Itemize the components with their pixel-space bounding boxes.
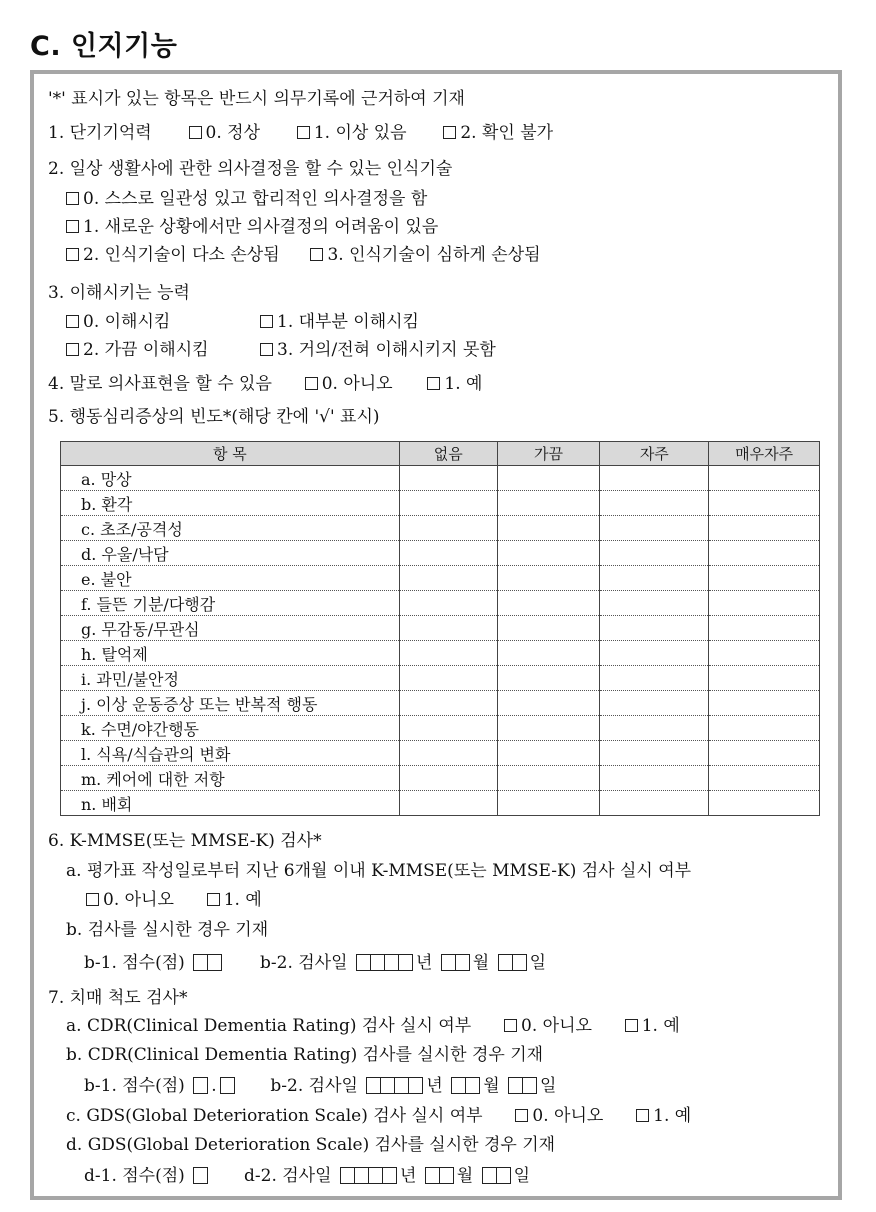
q7-a-label: a. CDR(Clinical Dementia Rating) 검사 실시 여부 bbox=[66, 1016, 472, 1036]
q7-cdr-day-label: 일 bbox=[540, 1076, 557, 1096]
frequency-cell-often[interactable] bbox=[600, 616, 709, 641]
q3-option-1-label: 1. 대부분 이해시킴 bbox=[277, 312, 419, 332]
behavior-item-label: h. 탈억제 bbox=[61, 641, 400, 666]
q7-d-label: d. GDS(Global Deterioration Scale) 검사를 실시한 경우 기재 bbox=[66, 1135, 556, 1155]
frequency-cell-often[interactable] bbox=[600, 716, 709, 741]
frequency-cell-very-often[interactable] bbox=[709, 741, 820, 766]
header-sometimes: 가끔 bbox=[497, 442, 600, 466]
frequency-cell-sometimes[interactable] bbox=[497, 566, 600, 591]
q2-option-2-3 bbox=[66, 243, 541, 267]
table-row bbox=[61, 491, 820, 516]
frequency-cell-sometimes[interactable] bbox=[497, 616, 600, 641]
frequency-cell-sometimes[interactable] bbox=[497, 541, 600, 566]
q7-d2-label: d-2. 검사일 bbox=[244, 1166, 332, 1186]
q7-gds-year-label: 년 bbox=[399, 1166, 417, 1186]
q6-score-input[interactable] bbox=[193, 954, 222, 971]
frequency-cell-none[interactable] bbox=[399, 491, 497, 516]
q7-cdr-score-dec-input[interactable] bbox=[220, 1077, 235, 1094]
frequency-cell-very-often[interactable] bbox=[709, 641, 820, 666]
behavior-item-label: d. 우울/낙담 bbox=[61, 541, 400, 566]
q4-label: 4. 말로 의사표현을 할 수 있음 bbox=[48, 374, 272, 394]
table-row bbox=[61, 541, 820, 566]
q2-option-0 bbox=[66, 187, 427, 211]
q2-label: 2. 일상 생활사에 관한 의사결정을 할 수 있는 인식기술 bbox=[48, 159, 453, 179]
table-row bbox=[61, 666, 820, 691]
frequency-cell-often[interactable] bbox=[600, 791, 709, 816]
frequency-cell-sometimes[interactable] bbox=[497, 491, 600, 516]
q7-cdr-month-input[interactable] bbox=[451, 1077, 480, 1094]
q6-day-label: 일 bbox=[529, 953, 547, 973]
q7-c-option-1-checkbox[interactable] bbox=[636, 1109, 649, 1122]
table-row bbox=[61, 791, 820, 816]
frequency-cell-none[interactable] bbox=[399, 541, 497, 566]
q7-gds-score-input[interactable] bbox=[193, 1167, 208, 1184]
q7-c-option-1-label: 1. 예 bbox=[653, 1106, 692, 1126]
q2-option-1-checkbox[interactable] bbox=[66, 220, 79, 233]
table-row bbox=[61, 466, 820, 491]
table-row bbox=[61, 516, 820, 541]
q2-option-0-label: 0. 스스로 일관성 있고 합리적인 의사결정을 함 bbox=[83, 189, 428, 209]
frequency-cell-sometimes[interactable] bbox=[497, 641, 600, 666]
q7-a-option-0-label: 0. 아니오 bbox=[521, 1016, 592, 1036]
q7-b-row bbox=[84, 1074, 556, 1098]
table-row bbox=[61, 741, 820, 766]
frequency-cell-sometimes[interactable] bbox=[497, 791, 600, 816]
q6-a-option-0-label: 0. 아니오 bbox=[103, 890, 174, 910]
frequency-cell-sometimes[interactable] bbox=[497, 466, 600, 491]
q1-row bbox=[48, 121, 553, 145]
frequency-cell-often[interactable] bbox=[600, 466, 709, 491]
frequency-cell-sometimes[interactable] bbox=[497, 741, 600, 766]
behavior-item-label: e. 불안 bbox=[61, 566, 400, 591]
frequency-cell-very-often[interactable] bbox=[709, 516, 820, 541]
q4-option-1-label: 1. 예 bbox=[444, 374, 483, 394]
frequency-cell-very-often[interactable] bbox=[709, 716, 820, 741]
q3-row-1b bbox=[260, 310, 419, 334]
q1-option-1-label: 1. 이상 있음 bbox=[313, 123, 407, 143]
q7-gds-month-input[interactable] bbox=[425, 1167, 454, 1184]
frequency-cell-very-often[interactable] bbox=[709, 466, 820, 491]
frequency-cell-none[interactable] bbox=[399, 716, 497, 741]
q4-option-0-label: 0. 아니오 bbox=[321, 374, 393, 394]
frequency-cell-often[interactable] bbox=[600, 591, 709, 616]
table-row bbox=[61, 716, 820, 741]
frequency-cell-often[interactable] bbox=[600, 741, 709, 766]
q6-a-option-1-checkbox[interactable] bbox=[207, 893, 220, 906]
q7-label: 7. 치매 척도 검사* bbox=[48, 988, 188, 1008]
q3-option-1-checkbox[interactable] bbox=[260, 315, 273, 328]
q7-cdr-score-int-input[interactable] bbox=[193, 1077, 208, 1094]
q6-b-label: b. 검사를 실시한 경우 기재 bbox=[66, 920, 269, 940]
q7-b1-label: b-1. 점수(점) bbox=[84, 1076, 185, 1096]
q7-cdr-month-label: 월 bbox=[483, 1076, 500, 1096]
behavior-item-label: m. 케어에 대한 저항 bbox=[61, 766, 400, 791]
frequency-cell-often[interactable] bbox=[600, 641, 709, 666]
q7-cdr-day-input[interactable] bbox=[508, 1077, 537, 1094]
q6-year-input[interactable] bbox=[356, 954, 413, 971]
q1-option-2-checkbox[interactable] bbox=[443, 126, 456, 139]
q3-option-2-checkbox[interactable] bbox=[66, 343, 79, 356]
frequency-cell-often[interactable] bbox=[600, 566, 709, 591]
frequency-cell-very-often[interactable] bbox=[709, 691, 820, 716]
q7-cdr-year-label: 년 bbox=[426, 1076, 443, 1096]
note-text: '*' 표시가 있는 항목은 반드시 의무기록에 근거하여 기재 bbox=[48, 89, 465, 109]
frequency-cell-sometimes[interactable] bbox=[497, 691, 600, 716]
frequency-cell-none[interactable] bbox=[399, 641, 497, 666]
q6-month-input[interactable] bbox=[441, 954, 470, 971]
frequency-cell-none[interactable] bbox=[399, 691, 497, 716]
table-row bbox=[61, 566, 820, 591]
behavior-item-label: i. 과민/불안정 bbox=[61, 666, 400, 691]
table-row bbox=[61, 616, 820, 641]
q2-option-2-checkbox[interactable] bbox=[66, 248, 79, 261]
table-row bbox=[61, 766, 820, 791]
q7-gds-year-input[interactable] bbox=[340, 1167, 397, 1184]
behavior-item-label: j. 이상 운동증상 또는 반복적 행동 bbox=[61, 691, 400, 716]
header-item: 항 목 bbox=[61, 442, 400, 466]
frequency-cell-none[interactable] bbox=[399, 666, 497, 691]
q6-a-label: a. 평가표 작성일로부터 지난 6개월 이내 K-MMSE(또는 MMSE-K) 검사 실시 여부 bbox=[66, 861, 692, 881]
frequency-cell-very-often[interactable] bbox=[709, 791, 820, 816]
q1-option-1-checkbox[interactable] bbox=[297, 126, 310, 139]
behavior-item-label: b. 환각 bbox=[61, 491, 400, 516]
table-row bbox=[61, 691, 820, 716]
q4-option-0-checkbox[interactable] bbox=[305, 377, 318, 390]
frequency-cell-none[interactable] bbox=[399, 516, 497, 541]
frequency-cell-very-often[interactable] bbox=[709, 491, 820, 516]
frequency-cell-none[interactable] bbox=[399, 766, 497, 791]
behavior-item-label: n. 배회 bbox=[61, 791, 400, 816]
q4-row bbox=[48, 372, 482, 396]
q7-a-row bbox=[66, 1014, 680, 1038]
q3-option-0-label: 0. 이해시킴 bbox=[83, 312, 171, 332]
q7-c-option-0-checkbox[interactable] bbox=[515, 1109, 528, 1122]
frequency-cell-none[interactable] bbox=[399, 741, 497, 766]
frequency-cell-often[interactable] bbox=[600, 766, 709, 791]
q7-c-row bbox=[66, 1104, 691, 1128]
q7-a-option-1-label: 1. 예 bbox=[641, 1016, 680, 1036]
q6-b2-label: b-2. 검사일 bbox=[260, 953, 348, 973]
q7-gds-day-input[interactable] bbox=[482, 1167, 511, 1184]
frequency-cell-sometimes[interactable] bbox=[497, 666, 600, 691]
q2-option-3-label: 3. 인식기술이 심하게 손상됨 bbox=[327, 245, 541, 265]
q3-row-2b bbox=[260, 338, 496, 362]
q7-cdr-year-input[interactable] bbox=[366, 1077, 423, 1094]
q6-month-label: 월 bbox=[472, 953, 490, 973]
frequency-cell-often[interactable] bbox=[600, 516, 709, 541]
frequency-cell-very-often[interactable] bbox=[709, 766, 820, 791]
q7-a-option-1-checkbox[interactable] bbox=[625, 1019, 638, 1032]
q7-gds-day-label: 일 bbox=[513, 1166, 531, 1186]
q2-option-1-label: 1. 새로운 상황에서만 의사결정의 어려움이 있음 bbox=[83, 217, 439, 237]
behavior-item-label: g. 무감동/무관심 bbox=[61, 616, 400, 641]
header-often: 자주 bbox=[600, 442, 709, 466]
q4-option-1-checkbox[interactable] bbox=[427, 377, 440, 390]
q3-option-2-label: 2. 가끔 이해시킴 bbox=[83, 340, 209, 360]
frequency-cell-sometimes[interactable] bbox=[497, 766, 600, 791]
table-header-row bbox=[61, 442, 820, 466]
section-title: C. 인지기능 bbox=[30, 31, 178, 62]
frequency-cell-none[interactable] bbox=[399, 466, 497, 491]
q6-year-label: 년 bbox=[415, 953, 433, 973]
frequency-cell-very-often[interactable] bbox=[709, 616, 820, 641]
q3-option-0-checkbox[interactable] bbox=[66, 315, 79, 328]
behavior-item-label: l. 식욕/식습관의 변화 bbox=[61, 741, 400, 766]
table-row bbox=[61, 641, 820, 666]
q7-c-option-0-label: 0. 아니오 bbox=[532, 1106, 604, 1126]
q6-day-input[interactable] bbox=[498, 954, 527, 971]
frequency-cell-often[interactable] bbox=[600, 666, 709, 691]
q5-label: 5. 행동심리증상의 빈도*(해당 칸에 '√' 표시) bbox=[48, 407, 380, 427]
frequency-cell-none[interactable] bbox=[399, 566, 497, 591]
q6-a-option-1-label: 1. 예 bbox=[223, 890, 262, 910]
behavior-item-label: f. 들뜬 기분/다행감 bbox=[61, 591, 400, 616]
frequency-cell-very-often[interactable] bbox=[709, 541, 820, 566]
header-none: 없음 bbox=[399, 442, 497, 466]
q6-a-options bbox=[86, 888, 262, 912]
behavior-item-label: a. 망상 bbox=[61, 466, 400, 491]
q1-option-0-checkbox[interactable] bbox=[189, 126, 202, 139]
q7-cdr-score-dot: . bbox=[211, 1076, 217, 1096]
table-row bbox=[61, 591, 820, 616]
q2-option-3-checkbox[interactable] bbox=[310, 248, 323, 261]
q6-b1-label: b-1. 점수(점) bbox=[84, 953, 185, 973]
q7-d-row bbox=[84, 1164, 530, 1188]
q3-option-3-checkbox[interactable] bbox=[260, 343, 273, 356]
q2-option-2-label: 2. 인식기술이 다소 손상됨 bbox=[83, 245, 280, 265]
behavior-item-label: c. 초조/공격성 bbox=[61, 516, 400, 541]
q1-option-0-label: 0. 정상 bbox=[205, 123, 261, 143]
frequency-cell-often[interactable] bbox=[600, 541, 709, 566]
header-very-often: 매우자주 bbox=[709, 442, 820, 466]
frequency-cell-none[interactable] bbox=[399, 591, 497, 616]
q3-row-2 bbox=[66, 338, 209, 362]
q2-option-0-checkbox[interactable] bbox=[66, 192, 79, 205]
q2-option-1 bbox=[66, 215, 438, 239]
q3-option-3-label: 3. 거의/전혀 이해시키지 못함 bbox=[277, 340, 496, 360]
q3-label: 3. 이해시키는 능력 bbox=[48, 283, 190, 303]
q7-c-label: c. GDS(Global Deterioration Scale) 검사 실시 여부 bbox=[66, 1106, 483, 1126]
behavior-frequency-table bbox=[60, 441, 820, 816]
frequency-cell-sometimes[interactable] bbox=[497, 716, 600, 741]
q7-b2-label: b-2. 검사일 bbox=[270, 1076, 358, 1096]
q7-gds-month-label: 월 bbox=[456, 1166, 474, 1186]
frequency-cell-often[interactable] bbox=[600, 491, 709, 516]
behavior-item-label: k. 수면/야간행동 bbox=[61, 716, 400, 741]
q6-label: 6. K-MMSE(또는 MMSE-K) 검사* bbox=[48, 831, 322, 851]
frequency-cell-very-often[interactable] bbox=[709, 666, 820, 691]
q3-row-1 bbox=[66, 310, 170, 334]
frequency-cell-sometimes[interactable] bbox=[497, 591, 600, 616]
q1-option-2-label: 2. 확인 불가 bbox=[460, 123, 554, 143]
q7-a-option-0-checkbox[interactable] bbox=[504, 1019, 517, 1032]
q6-a-option-0-checkbox[interactable] bbox=[86, 893, 99, 906]
frequency-cell-often[interactable] bbox=[600, 691, 709, 716]
q6-b-row bbox=[84, 951, 546, 975]
q7-d1-label: d-1. 점수(점) bbox=[84, 1166, 185, 1186]
q1-label: 1. 단기기억력 bbox=[48, 123, 152, 143]
frequency-cell-very-often[interactable] bbox=[709, 566, 820, 591]
frequency-cell-very-often[interactable] bbox=[709, 591, 820, 616]
frequency-cell-none[interactable] bbox=[399, 791, 497, 816]
q7-b-label: b. CDR(Clinical Dementia Rating) 검사를 실시한 경우 기재 bbox=[66, 1045, 544, 1065]
frequency-cell-sometimes[interactable] bbox=[497, 516, 600, 541]
frequency-cell-none[interactable] bbox=[399, 616, 497, 641]
